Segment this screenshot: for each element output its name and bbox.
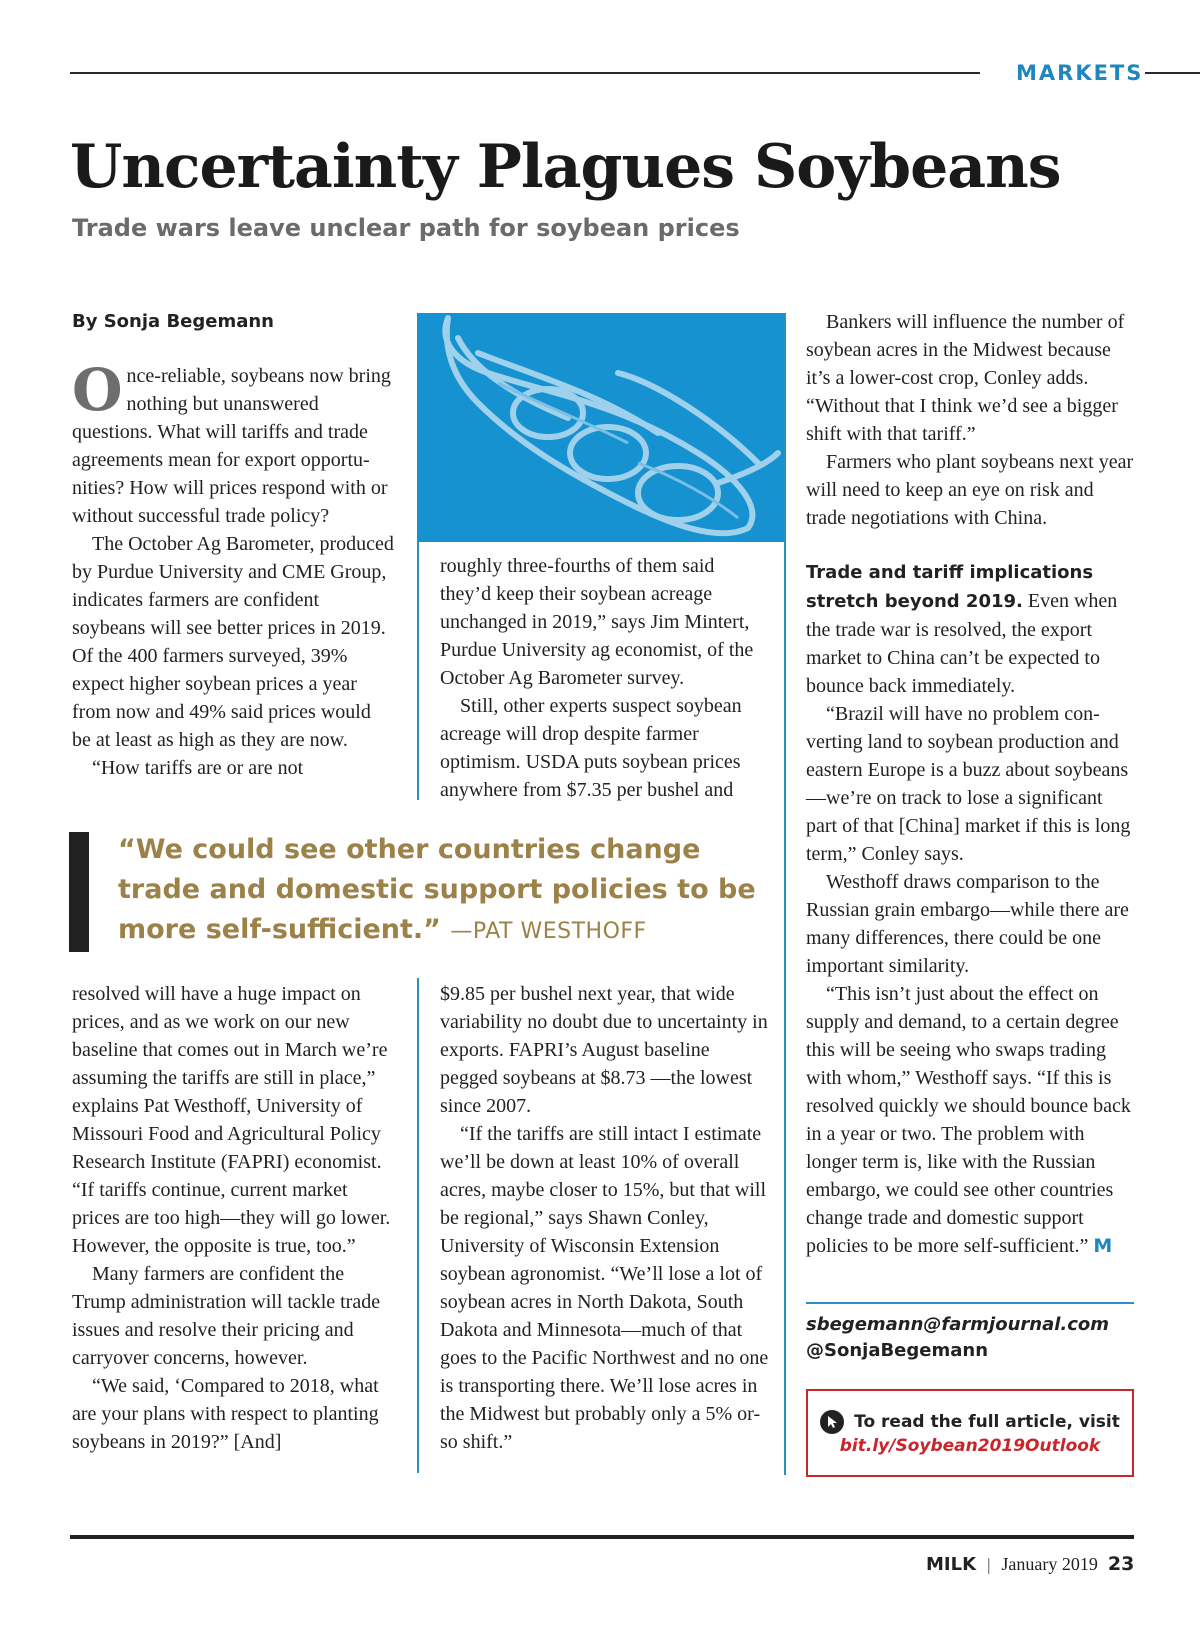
article-paragraph: Once-reliable, soybeans now bring nothing but unanswered questions. What will tariffs and trade agreements mean for export opportunities? How will prices respond with or without successful trade policy? [72,356,391,527]
article-paragraph: roughly three-fourths of them said they’d keep their soybean acreage unchanged in 2019,” says Jim Mintert, Purdue University ag economist, of the October Ag Barometer survey. [440,555,754,689]
article-paragraph: Still, other experts suspect soybean acreage will drop despite farmer optimism. USDA puts soybean prices anywhere from $7.35 per bushel and [440,695,742,801]
pullquote-bar [69,832,89,952]
contact-divider [806,1302,1134,1304]
callout-text: To read the full article, visit [854,1412,1120,1432]
soybean-illustration [418,313,786,542]
cursor-click-icon [820,1410,844,1434]
magazine-logo: MILK [926,1554,977,1575]
byline: By Sonja Begemann [72,311,274,332]
drop-cap: O [72,356,123,424]
article-paragraph: “If the tariffs are still intact I estimate we’ll be down at least 10% of overall acres, maybe closer to 15%, but that will be regional,” says Shawn Conley, University of Wisconsin Extension soybean agronomist. “We’ll lose a lot of soybean acres in North Dakota, South Dakota and Minnesota—much of that goes to the Pacific Northwest and no one is transporting there. We’ll lose acres in the Midwest but probably only a 5% or-so shift.” [440,1123,769,1453]
article-paragraph: Bankers will influence the number of soybean acres in the Midwest because it’s a lower-cost crop, Conley adds. “Without that I think we’d see a bigger shift with that tariff.” [806,311,1125,445]
issue-date: January 2019 [1001,1554,1098,1574]
pullquote-attribution: —PAT WESTHOFF [450,919,647,944]
page-footer [926,1553,1134,1575]
article-paragraph: Many farmers are confident the Trump administration will tackle trade issues and resolve their pricing and carryover concerns, however. [72,1263,381,1369]
article-column-2-bottom [440,980,770,1456]
header-rule-left [70,72,980,74]
page-title: Uncertainty Plagues Soybeans [70,132,1061,202]
soybean-pod-icon [418,313,786,542]
header-rule-right [1145,72,1200,74]
article-column-1-top [72,356,394,782]
article-paragraph: “We said, ‘Compared to 2018, what are your plans with respect to planting soybeans in 2019?” [And] [72,1375,379,1453]
column-divider [784,313,786,1475]
pullquote-text: “We could see other countries change trade and domestic support policies to be more self-sufficient.” [118,834,756,945]
full-article-callout [806,1389,1134,1477]
article-column-1-bottom [72,980,394,1456]
full-article-link[interactable]: bit.ly/Soybean2019Outlook [839,1436,1101,1456]
page-number: 23 [1107,1553,1135,1575]
end-mark: M [1093,1235,1113,1257]
section-label: MARKETS [1016,61,1144,85]
pullquote [118,830,758,952]
footer-separator: | [986,1555,992,1574]
article-column-3 [806,308,1136,1260]
subhead-lead: Trade and tariff implications stretch beyond 2019. [806,562,1094,612]
column-divider [417,978,419,1473]
article-paragraph: resolved will have a huge impact on prices, and as we work on our new baseline that comes out in March we’re assuming the tariffs are still in place,” explains Pat Westhoff, University of Missouri Food and Agricultural Policy Research Institute (FAPRI) economist. “If tariffs continue, current market prices are too high—they will go lower. However, the opposite is true, too.” [72,983,391,1257]
article-paragraph: $9.85 per bushel next year, that wide variability no doubt due to uncertainty in exports. FAPRI’s August baseline pegged soybeans at $8.73 —the lowest since 2007. [440,983,768,1117]
footer-rule [70,1535,1134,1539]
author-email[interactable]: sbegemann@farmjournal.com [806,1314,1110,1335]
article-column-2-top [440,552,770,804]
article-paragraph: The October Ag Barometer, produced by Purdue University and CME Group, indicates farmers are confident soybeans will see better prices in 2019. Of the 400 farmers surveyed, 39% expect higher soybean prices a year from now and 49% said prices would be at least as high as they are now. [72,533,394,751]
author-contact [806,1312,1109,1364]
article-paragraph: “Brazil will have no problem converting land to soybean production and eastern Europe is a buzz about soybeans—we’re on track to lose a significant part of that [China] market if this is long term,” Conley says. [806,703,1131,865]
article-paragraph: Westhoff draws comparison to the Russian grain embargo—while there are many differences, there could be one important similarity. [806,871,1129,977]
article-paragraph: “How tariffs are or are not [92,757,304,779]
page-subtitle: Trade wars leave unclear path for soybean prices [72,214,740,242]
article-paragraph: Trade and tariff implications stretch beyond 2019. Even when the trade war is resolved, the export market to China can’t be expected to bounce back immediately. [806,562,1118,697]
article-paragraph: Farmers who plant soybeans next year will need to keep an eye on risk and trade negotiations with China. [806,451,1134,529]
author-handle[interactable]: @SonjaBegemann [806,1340,989,1361]
article-paragraph: “This isn’t just about the effect on supply and demand, to a certain degree this will be seeing who swaps trading with whom,” Westhoff says. “If this is resolved quickly we should bounce back in a year or two. The problem with longer term is, like with the Russian embargo, we could see other countries change trade and domestic support policies to be more self-sufficient.” M [806,983,1131,1257]
